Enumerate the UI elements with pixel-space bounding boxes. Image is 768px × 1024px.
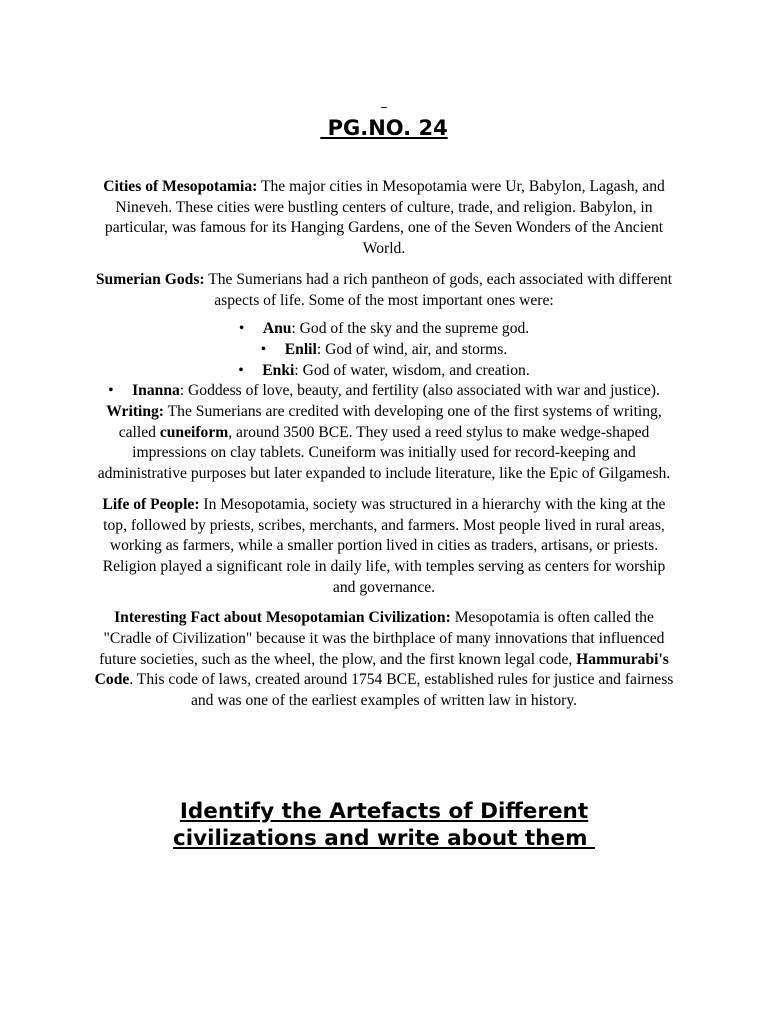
writing-text-after: , around 3500 BCE. They used a reed stylus to make wedge-shaped impressions on clay tablets. Cuneiform was initially used for record-keeping and administrative purposes but later expanded to include literature, like the Epic of Gilgamesh. [97,423,671,483]
list-item [90,340,678,361]
list-item [90,381,678,402]
list-item [90,319,678,340]
fact-paragraph [90,608,678,712]
cities-text: The major cities in Mesopotamia were Ur, Babylon, Lagash, and Nineveh. These cities were bustling centers of culture, trade, and religion. Babylon, in particular, was famous for its Hanging Gardens, one of the Seven Wonders of the Ancient World. [104,178,665,258]
fact-text-before: Mesopotamia is often called the "Cradle of Civilization" because it was the birthplace of many innovations that influenced future societies, such as the wheel, the plow, and the first known legal code, [99,609,665,668]
life-label: Life of People: [102,495,200,513]
god-description: : God of wind, air, and storms. [316,340,508,358]
cities-label: Cities of Mesopotamia: [103,178,258,195]
page-title [0,114,768,142]
fact-label: Interesting Fact about Mesopotamian Civilization: [114,609,451,627]
top-mark: _ [381,94,387,108]
god-name: Enlil [284,340,317,358]
god-description: : Goddess of love, beauty, and fertility (also associated with war and justice). [179,382,660,400]
list-item [90,361,678,382]
gods-label: Sumerian Gods: [95,270,205,288]
bullet-icon: • [108,382,114,400]
god-name: Inanna [132,382,180,400]
gods-list [90,319,678,402]
writing-text-before: The Sumerians are credited with developing one of the first systems of writing, called [118,403,662,441]
section-heading-line1: Identify the Artefacts of Different [179,799,589,824]
bullet-icon: • [238,320,245,338]
cities-paragraph [90,177,678,260]
bullet-icon: • [260,340,267,358]
fact-text-after: . This code of laws, created around 1754 BCE, established rules for justice and fairness and was one of the earliest examples of written law in history. [129,671,674,710]
life-text: In Mesopotamia, society was structured in a hierarchy with the king at the top, followed by priests, scribes, merchants, and farmers. Most people lived in rural areas, working as farmers, while a smaller portion lived in cities as traders, artisans, or priests. Religion played a significant role in daily life, with temples serving as centers for worship and governance. [102,495,666,596]
page-number-text: PG.NO. 24 [320,116,448,140]
life-paragraph [90,495,678,599]
god-description: : God of water, wisdom, and creation. [294,361,530,379]
document-body [90,177,678,722]
fact-term: Hammurabi's Code [94,650,669,689]
god-name: Enki [262,361,295,379]
god-name: Anu [262,320,292,338]
section-heading-line2: civilizations and write about them [173,826,595,851]
writing-label: Writing: [106,403,165,421]
gods-text: The Sumerians had a rich pantheon of gods, each associated with different aspects of life. Some of the most important ones were: [204,270,673,309]
gods-paragraph [90,270,678,311]
writing-term: cuneiform [159,423,229,441]
section-heading [0,798,768,852]
writing-paragraph [90,402,678,485]
god-description: : God of the sky and the supreme god. [291,320,530,338]
bullet-icon: • [238,361,244,379]
